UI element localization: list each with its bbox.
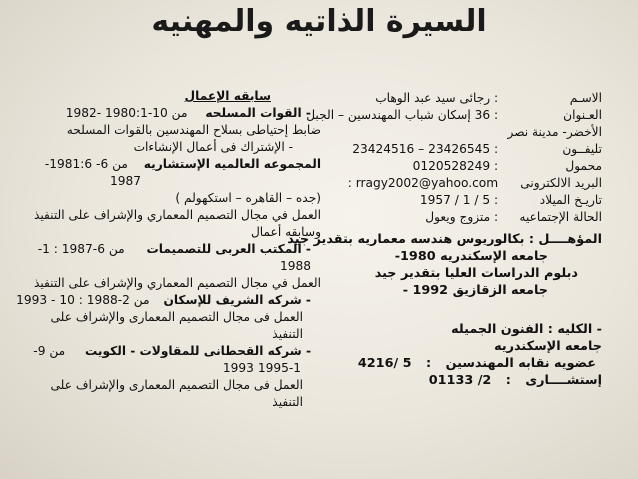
mobile-label: محمول	[565, 159, 602, 173]
name-row	[302, 90, 602, 107]
email-value[interactable]: rragy2002@yahoo.com	[355, 176, 499, 190]
degree-2-univ: جامعه الزقازيق	[452, 283, 548, 298]
syndicate-label: عضويه نقابه المهندسين	[445, 356, 596, 371]
page-title: السيرة الذاتيه والمهنيه	[151, 4, 487, 39]
exp-4-header	[16, 292, 321, 309]
exp-5-date-b: 1995-1 1993	[222, 361, 301, 375]
email-label: البريد الالكترونى	[520, 176, 602, 190]
exp-4-title: - شركه الشريف للإسكان	[163, 293, 311, 307]
exp-5-desc: العمل فى مجال التصميم المعمارى والإشراف على التنفيذ	[50, 378, 303, 409]
degree-1-univ: جامعه الإسكندريه	[440, 249, 548, 264]
exp-5-date: من 9-	[33, 344, 66, 358]
exp-3-date-b: 1988	[279, 259, 311, 273]
exp-2-title: المجموعه العالميه الإستشاريه	[143, 157, 321, 171]
exp-4-date: من 2-1988 : 10 - 1993	[16, 293, 150, 307]
exp-3-title: - المكتب العربى للتصميمات	[146, 242, 311, 256]
phone-value: : 23426545 – 23424516	[352, 142, 499, 156]
mobile-row	[302, 158, 602, 175]
degree-1: المؤهــــل : بكالوريوس هندسه معماريه بتقدير جيد	[287, 232, 602, 247]
address-value: : 36 إسكان شباب المهندسين – الجبل	[306, 108, 499, 122]
social-row	[302, 209, 602, 226]
exp-3-date: من 6-1987 : 1-	[37, 242, 125, 256]
mobile-value: : 0120528249	[412, 159, 499, 173]
college: - الكليه : الفنون الجميله	[451, 322, 602, 337]
exp-1-header	[16, 105, 321, 122]
social-value: : متزوج ويعول	[425, 210, 499, 224]
exp-2-location: (جده – القاهره – استكهولم )	[175, 191, 321, 205]
phone-label: تليفــون	[562, 142, 602, 156]
exp-1-extra: - الإشتراك فى أعمال الإنشاءات	[133, 140, 293, 154]
exp-5-header	[16, 343, 321, 360]
phone-row	[302, 141, 602, 158]
exp-1-desc: ضابط إحتياطى بسلاح المهندسين بالقوات المسلحه	[66, 123, 321, 137]
address-row-2	[302, 124, 602, 141]
name-value: : رجائى سيد عبد الوهاب	[375, 91, 499, 105]
consult-label: إستشــــارى	[525, 373, 602, 388]
exp-2-header	[16, 156, 321, 173]
degree-2-year: 1992 -	[402, 283, 449, 298]
email-row	[302, 175, 602, 192]
college-univ: جامعه الإسكندريه	[494, 339, 602, 354]
degree-1-year: 1980-	[394, 249, 436, 264]
birth-label: تاريـخ الميلاد	[539, 193, 602, 207]
consult-colon: :	[505, 373, 511, 388]
exp-3-desc: العمل في مجال التصميم المعماري والإشراف على التنفيذ	[33, 276, 321, 290]
exp-2-desc: العمل في مجال التصميم المعماري والإشراف على التنفيذ	[33, 208, 321, 222]
name-label: الاسـم	[569, 91, 602, 105]
exp-5-title: - شركه القحطانى للمقاولات - الكويت	[85, 344, 311, 358]
exp-1-title: - القوات المسلحه	[205, 106, 311, 120]
exp-4-desc: العمل فى مجال التصميم المعمارى والإشراف على التنفيذ	[50, 310, 303, 341]
consult-row	[302, 372, 602, 389]
email-colon: :	[347, 176, 352, 190]
exp-2-date: من 6- 1981:6-	[44, 157, 128, 171]
address-label: العـنوان	[563, 108, 602, 122]
syndicate-value: 5 /4216	[357, 356, 412, 371]
exp-3-header	[16, 241, 321, 258]
address-value-2: الأخضر- مدينة نصر	[507, 125, 602, 139]
consult-value: 2/ 01133	[428, 373, 492, 388]
experience-section	[16, 88, 321, 411]
syndicate-row	[302, 355, 596, 372]
birth-row	[302, 192, 602, 209]
exp-2-more: وسابقه أعمال	[250, 225, 321, 239]
syndicate-colon: :	[426, 356, 432, 371]
address-row	[302, 107, 602, 124]
degree-1-detail	[302, 248, 548, 265]
degree-2: دبلوم الدراسات العليا بتقدير جيد	[374, 266, 578, 281]
exp-1-date: من 10-1980:1 -1982	[65, 106, 188, 120]
birth-value: : 5 / 1 / 1957	[419, 193, 499, 207]
degree-2-detail	[302, 282, 548, 299]
experience-heading: سابقه الإعمال	[184, 89, 271, 103]
social-label: الحالة الإجتماعيه	[519, 210, 602, 224]
exp-2-date-b: 1987	[109, 174, 141, 188]
